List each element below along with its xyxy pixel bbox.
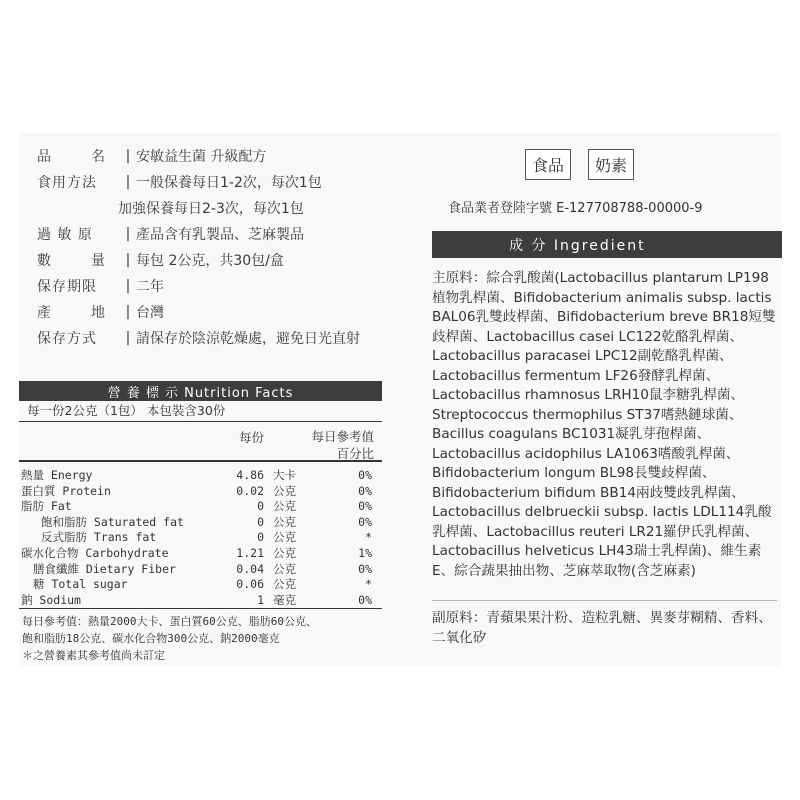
main-ingredients: 主原料：綜合乳酸菌(Lactobacillus plantarum LP198植物乳桿菌、Bifidobacterium animalis subsp. lactis BAL06乳雙歧桿菌、Bifidobacterium breve BR18短雙歧桿菌、Lactobacillus casei LC122乾酪乳桿菌、Lactobacillus paracasei LPC12副乾酪乳桿菌、Lactobacillus fermentum LF26發酵乳桿菌、Lactobacillus rhamnosus LRH10鼠李糖乳桿菌、Streptococcus thermophilus ST37嗜熱鏈球菌、Bacillus coagulans BC1031凝乳芽孢桿菌、Lactobacillus acidophilus LA1063嗜酸乳桿菌、Bifidobacterium longum BL98長雙歧桿菌、Bifidobacterium bifidum BB14兩歧雙歧乳桿菌、Lactobacillus delbrueckii subsp. lactis LDL114乳酸乳桿菌、Lactobacillus reuteri LR21羅伊氏乳桿菌、Lactobacillus helveticus LH43瑞士乳桿菌)、維生素E、綜合蔬果抽出物、芝麻萃取物(含芝麻素) [432, 270, 776, 579]
diet-badges [525, 149, 634, 180]
nutrient-unit: 公克 [273, 561, 296, 576]
nutrition-rows [19, 462, 382, 609]
nutrient-name: 膳食纖維 Dietary Fiber [33, 561, 176, 576]
product-info [19, 143, 419, 351]
nutrient-value: 0 [257, 530, 264, 545]
nutrient-name: 反式脂肪 Trans fat [41, 530, 157, 545]
vegetarian-badge: 奶素 [588, 149, 634, 180]
nutrient-daily-pct: 0% [358, 468, 372, 482]
nutrient-value: 1 [257, 592, 264, 607]
nutrient-unit: 公克 [273, 499, 296, 514]
nutrient-unit: 毫克 [273, 592, 296, 607]
registration-number: 食品業者登陸字號 E-127708788-00000-9 [448, 201, 703, 216]
info-row-usage-2: 加強保養每日2-3次，每次1包 [118, 201, 304, 217]
nutrition-row [19, 546, 382, 562]
nutrient-value: 1.21 [236, 545, 264, 560]
nutrient-unit: 公克 [273, 545, 296, 560]
food-badge: 食品 [525, 149, 571, 180]
nutrition-footnote: 每日參考值：熱量2000大卡、蛋白質60公克、脂肪60公克、 飽和脂肪18公克、碳水化合物300公克、鈉2000毫克 ＊之營養素其參考值尚未訂定 [22, 615, 317, 663]
nutrient-daily-pct: 1% [358, 545, 372, 560]
nutrient-daily-pct: * [365, 577, 372, 592]
info-row-name: 品 名 | 安敏益生菌 升級配方 [37, 148, 267, 165]
nutrition-row [19, 468, 382, 484]
info-row-origin: 產 地 | 台灣 [37, 304, 164, 321]
nutrition-row [19, 530, 382, 546]
info-row-shelf-life: 保存期限 | 二年 [37, 278, 164, 295]
nutrition-row [19, 499, 382, 515]
product-name: 安敏益生菌 升級配方 [136, 149, 267, 165]
nutrient-daily-pct: 0% [358, 561, 372, 576]
nutrient-value: 0 [257, 499, 264, 514]
nutrient-value: 0.06 [236, 577, 264, 592]
serving-size: 每一份2公克（1包） 本包裝含30份 [19, 401, 382, 422]
nutrition-row [19, 562, 382, 578]
nutrition-header: 營 養 標 示 Nutrition Facts [19, 381, 382, 401]
sub-ingredients: 副原料：青蘋果果汁粉、造粒乳糖、異麥芽糊精、香料、二氧化矽 [432, 610, 772, 646]
nutrition-row [19, 484, 382, 500]
nutrient-unit: 公克 [273, 577, 296, 592]
nutrient-value: 0.04 [236, 561, 264, 576]
nutrition-column-headers: 每份 每日參考值 百分比 [19, 422, 382, 462]
info-row-quantity: 數 量 | 每包 2公克，共30包/盒 [37, 252, 284, 269]
info-row-usage: 食用方法 | 一般保養每日1-2次，每次1包 [37, 174, 322, 191]
nutrient-name: 碳水化合物 Carbohydrate [21, 545, 169, 560]
nutrient-unit: 公克 [273, 530, 296, 545]
info-row-allergen: 過 敏 原 | 產品含有乳製品、芝麻製品 [37, 226, 304, 243]
nutrition-row [19, 515, 382, 531]
nutrient-name: 糖 Total sugar [33, 577, 128, 592]
nutrient-daily-pct: 0% [358, 483, 372, 498]
info-row-storage: 保存方式 | 請保存於陰涼乾燥處，避免日光直射 [37, 330, 360, 347]
nutrient-value: 0 [257, 514, 264, 529]
nutrient-daily-pct: 0% [358, 499, 372, 514]
nutrient-unit: 公克 [273, 483, 296, 498]
nutrition-facts-table [19, 381, 382, 664]
nutrient-name: 蛋白質 Protein [21, 483, 111, 498]
nutrient-unit: 公克 [273, 514, 296, 529]
nutrient-name: 鈉 Sodium [21, 592, 81, 607]
nutrient-value: 4.86 [236, 468, 264, 482]
nutrient-daily-pct: 0% [358, 592, 372, 607]
nutrient-unit: 大卡 [273, 468, 296, 482]
ingredients-header: 成 分 Ingredient [432, 231, 782, 258]
divider [432, 600, 777, 601]
nutrition-row [19, 577, 382, 593]
nutrient-name: 熱量 Energy [21, 468, 93, 482]
nutrition-row [19, 593, 382, 609]
nutrient-daily-pct: * [365, 530, 372, 545]
nutrient-value: 0.02 [236, 483, 264, 498]
nutrient-name: 脂肪 Fat [21, 499, 72, 514]
nutrient-name: 飽和脂肪 Saturated fat [41, 514, 184, 529]
nutrient-daily-pct: 0% [358, 514, 372, 529]
